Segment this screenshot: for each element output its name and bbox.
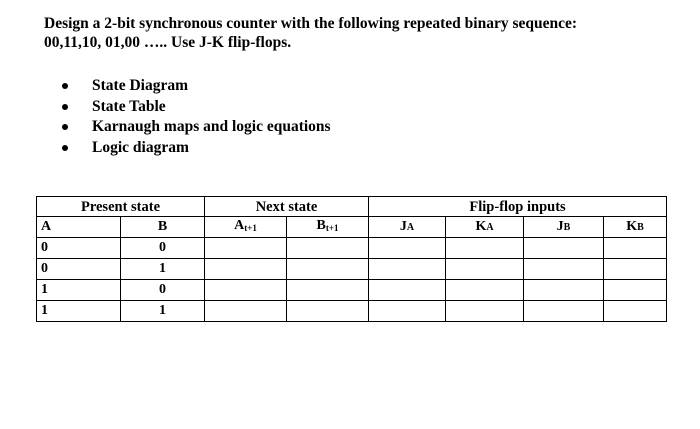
cell-ja[interactable]	[369, 280, 446, 301]
task-item	[62, 76, 331, 97]
col-header-b-next: $B_{t+1}$	[287, 217, 369, 238]
cell-kb[interactable]	[604, 238, 667, 259]
task-list	[62, 76, 331, 158]
bullet-icon	[62, 124, 68, 130]
cell-a: 0	[37, 259, 121, 280]
cell-a: 1	[37, 280, 121, 301]
cell-b: 1	[121, 259, 205, 280]
cell-b-next[interactable]	[287, 280, 369, 301]
cell-ka[interactable]	[446, 280, 524, 301]
cell-ja[interactable]	[369, 301, 446, 322]
bullet-icon	[62, 145, 68, 151]
table-column-header-row	[37, 217, 667, 238]
cell-a-next[interactable]	[205, 301, 287, 322]
task-label: Logic diagram	[92, 138, 189, 156]
cell-b-next[interactable]	[287, 301, 369, 322]
cell-jb[interactable]	[524, 238, 604, 259]
problem-statement	[44, 14, 664, 52]
table-row	[37, 238, 667, 259]
task-label: State Table	[92, 97, 166, 115]
cell-a: 0	[37, 238, 121, 259]
col-header-b: B	[121, 217, 205, 238]
cell-jb[interactable]	[524, 301, 604, 322]
group-flip-flop-inputs: Flip-flop inputs	[369, 197, 667, 217]
col-header-ka: KA	[446, 217, 524, 238]
col-header-a-next: $A_{t+1}$	[205, 217, 287, 238]
cell-ja[interactable]	[369, 259, 446, 280]
cell-a-next[interactable]	[205, 259, 287, 280]
cell-ja[interactable]	[369, 238, 446, 259]
cell-kb[interactable]	[604, 280, 667, 301]
cell-a-next[interactable]	[205, 280, 287, 301]
cell-ka[interactable]	[446, 259, 524, 280]
table-row	[37, 259, 667, 280]
cell-ka[interactable]	[446, 301, 524, 322]
table-row	[37, 301, 667, 322]
task-item	[62, 117, 331, 138]
task-label: State Diagram	[92, 77, 188, 94]
group-next-state: Next state	[205, 197, 369, 217]
cell-jb[interactable]	[524, 259, 604, 280]
col-header-jb: JB	[524, 217, 604, 238]
col-header-kb: KB	[604, 217, 667, 238]
table-row	[37, 280, 667, 301]
task-item	[62, 138, 331, 159]
state-table	[36, 196, 667, 322]
col-header-a: A	[37, 217, 121, 238]
cell-kb[interactable]	[604, 259, 667, 280]
bullet-icon	[62, 83, 68, 89]
cell-ka[interactable]	[446, 238, 524, 259]
col-header-ja: JA	[369, 217, 446, 238]
problem-line-2: 00,11,10, 01,00 ….. Use J-K flip-flops.	[44, 34, 292, 51]
bullet-icon	[62, 104, 68, 110]
cell-b: 0	[121, 280, 205, 301]
task-label: Karnaugh maps and logic equations	[92, 118, 331, 135]
group-present-state: Present state	[37, 197, 205, 217]
cell-kb[interactable]	[604, 301, 667, 322]
task-item	[62, 97, 331, 118]
table-group-header-row	[37, 197, 667, 217]
problem-line-1: Design a 2-bit synchronous counter with the following repeated binary sequence:	[44, 15, 578, 32]
cell-b-next[interactable]	[287, 238, 369, 259]
cell-b-next[interactable]	[287, 259, 369, 280]
cell-a-next[interactable]	[205, 238, 287, 259]
cell-a: 1	[37, 301, 121, 322]
cell-jb[interactable]	[524, 280, 604, 301]
cell-b: 1	[121, 301, 205, 322]
cell-b: 0	[121, 238, 205, 259]
